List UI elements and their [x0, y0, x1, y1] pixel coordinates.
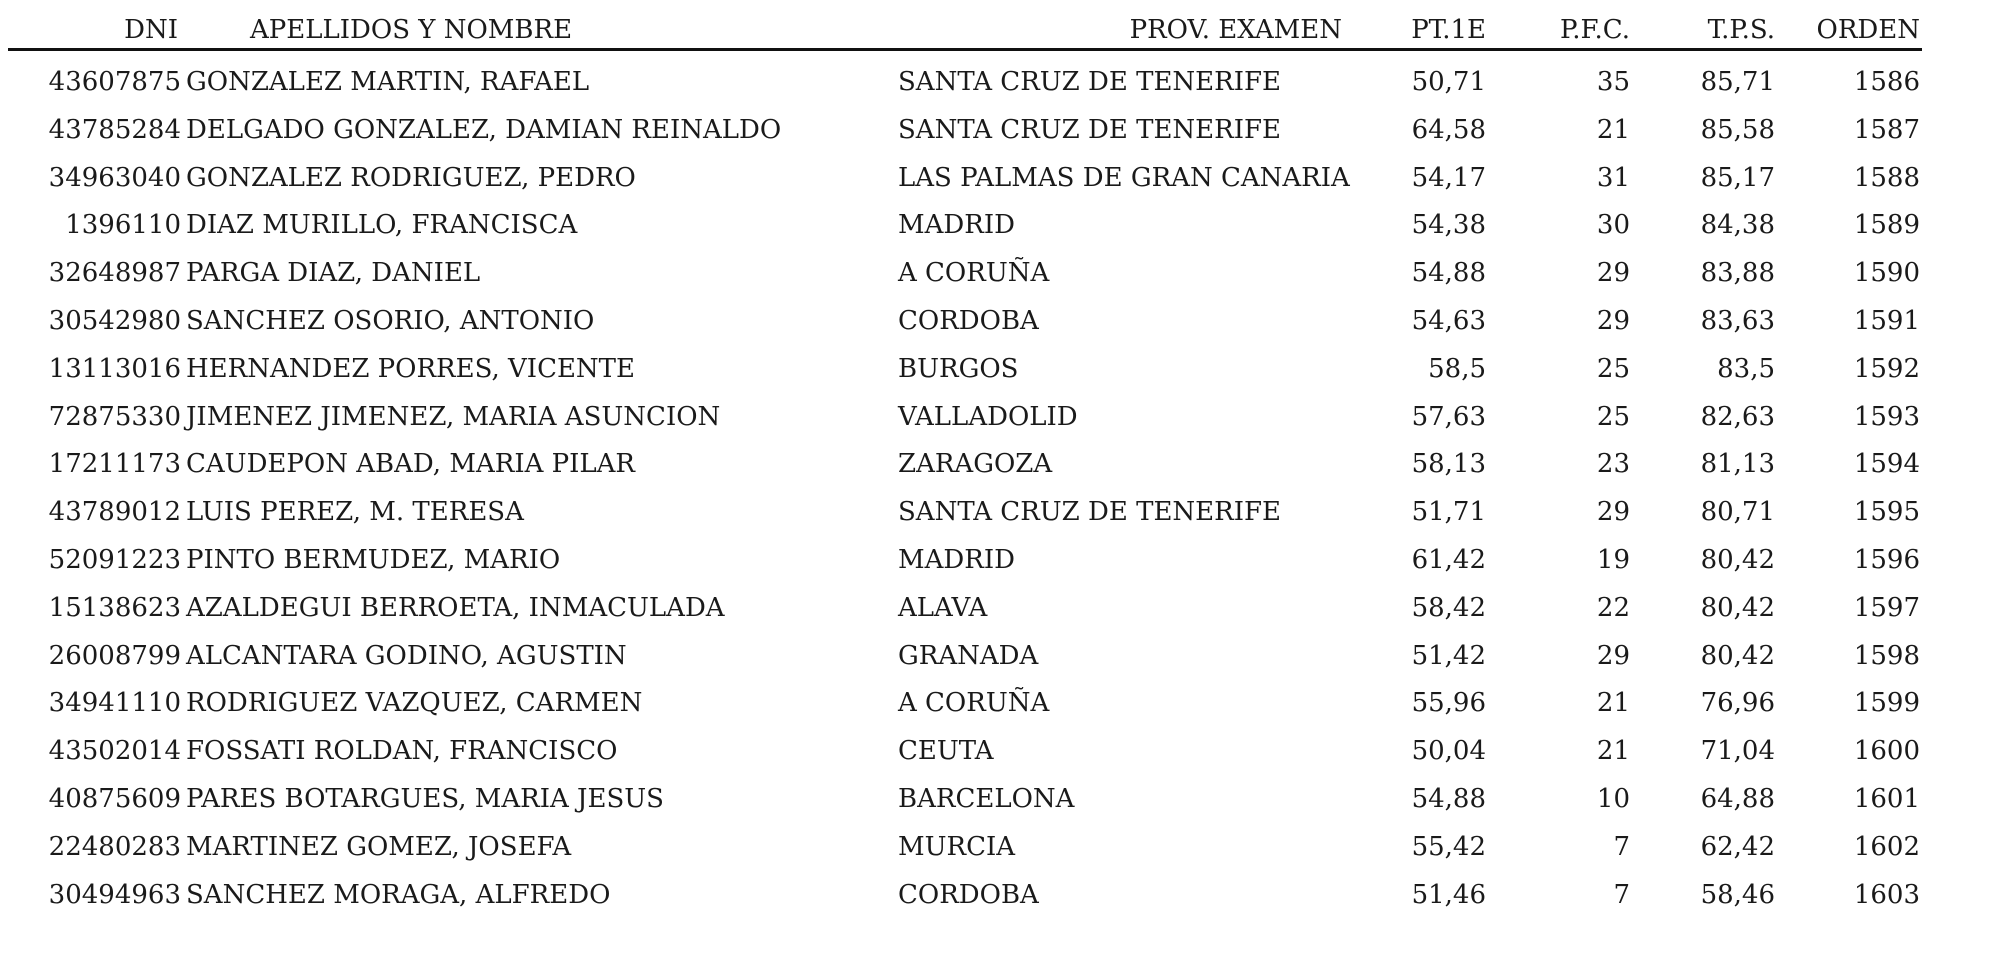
cell-tps: 80,42 [1700, 544, 1775, 575]
cell-pfc: 30 [1596, 210, 1630, 241]
cell-orden: 1587 [1853, 114, 1920, 145]
cell-name: AZALDEGUI BERROETA, INMACULADA [186, 592, 725, 623]
cell-tps: 83,63 [1700, 305, 1775, 336]
cell-prov-examen: CORDOBA [898, 305, 1039, 336]
cell-dni: 17211173 [48, 449, 181, 480]
cell-pt1e: 57,63 [1411, 401, 1486, 432]
cell-pfc: 29 [1596, 305, 1630, 336]
cell-tps: 80,71 [1700, 497, 1775, 528]
cell-name: CAUDEPON ABAD, MARIA PILAR [186, 449, 636, 480]
cell-name: PARGA DIAZ, DANIEL [186, 258, 481, 289]
cell-name: FOSSATI ROLDAN, FRANCISCO [186, 736, 618, 767]
cell-dni: 15138623 [48, 592, 181, 623]
cell-orden: 1588 [1853, 162, 1920, 193]
cell-orden: 1599 [1853, 688, 1920, 719]
cell-pfc: 25 [1596, 401, 1630, 432]
cell-tps: 81,13 [1700, 449, 1775, 480]
cell-pfc: 7 [1613, 831, 1630, 862]
cell-pt1e: 61,42 [1411, 544, 1486, 575]
cell-pfc: 29 [1596, 640, 1630, 671]
cell-dni: 34963040 [48, 162, 181, 193]
header-pt1e: PT.1E [1411, 15, 1486, 45]
cell-orden: 1589 [1853, 210, 1920, 241]
cell-orden: 1594 [1853, 449, 1920, 480]
cell-dni: 43785284 [48, 114, 181, 145]
cell-orden: 1596 [1853, 544, 1920, 575]
table-row [0, 682, 2000, 730]
cell-dni: 22480283 [48, 831, 181, 862]
cell-pt1e: 51,71 [1411, 497, 1486, 528]
cell-pt1e: 58,5 [1428, 353, 1486, 384]
cell-prov-examen: CORDOBA [898, 879, 1039, 910]
cell-name: ALCANTARA GODINO, AGUSTIN [186, 640, 627, 671]
cell-pfc: 7 [1613, 879, 1630, 910]
table-row [0, 730, 2000, 778]
cell-orden: 1603 [1853, 879, 1920, 910]
cell-pt1e: 55,42 [1411, 831, 1486, 862]
cell-pt1e: 54,17 [1411, 162, 1486, 193]
cell-pt1e: 54,88 [1411, 258, 1486, 289]
cell-pfc: 35 [1596, 67, 1630, 97]
cell-pfc: 22 [1596, 592, 1630, 623]
cell-prov-examen: A CORUÑA [898, 258, 1050, 289]
cell-dni: 13113016 [48, 353, 181, 384]
cell-pfc: 10 [1596, 783, 1630, 814]
cell-tps: 85,17 [1700, 162, 1775, 193]
cell-prov-examen: BURGOS [898, 353, 1019, 384]
cell-orden: 1590 [1853, 258, 1920, 289]
cell-pt1e: 54,63 [1411, 305, 1486, 336]
table-row [0, 252, 2000, 300]
cell-name: GONZALEZ MARTIN, RAFAEL [186, 67, 590, 97]
cell-name: JIMENEZ JIMENEZ, MARIA ASUNCION [186, 401, 721, 432]
cell-pfc: 29 [1596, 258, 1630, 289]
cell-orden: 1595 [1853, 497, 1920, 528]
cell-name: DIAZ MURILLO, FRANCISCA [186, 210, 578, 241]
cell-orden: 1600 [1853, 736, 1920, 767]
table-row [0, 61, 2000, 109]
cell-tps: 71,04 [1700, 736, 1775, 767]
header-dni: DNI [124, 15, 178, 45]
cell-name: PARES BOTARGUES, MARIA JESUS [186, 783, 664, 814]
cell-tps: 84,38 [1700, 210, 1775, 241]
cell-pt1e: 58,42 [1411, 592, 1486, 623]
cell-dni: 43789012 [48, 497, 181, 528]
cell-dni: 40875609 [48, 783, 181, 814]
cell-dni: 34941110 [48, 688, 181, 719]
table-header [0, 0, 2000, 50]
cell-prov-examen: SANTA CRUZ DE TENERIFE [898, 114, 1282, 145]
cell-name: PINTO BERMUDEZ, MARIO [186, 544, 561, 575]
table-row [0, 443, 2000, 491]
cell-prov-examen: MURCIA [898, 831, 1016, 862]
header-pfc: P.F.C. [1560, 15, 1630, 45]
cell-pfc: 19 [1596, 544, 1630, 575]
cell-tps: 76,96 [1700, 688, 1775, 719]
cell-pt1e: 51,46 [1411, 879, 1486, 910]
cell-tps: 58,46 [1700, 879, 1775, 910]
cell-tps: 85,58 [1700, 114, 1775, 145]
cell-dni: 1396110 [65, 210, 181, 241]
cell-tps: 80,42 [1700, 592, 1775, 623]
header-orden: ORDEN [1816, 15, 1920, 45]
header-name: APELLIDOS Y NOMBRE [250, 15, 573, 45]
cell-dni: 72875330 [48, 401, 181, 432]
cell-tps: 85,71 [1700, 67, 1775, 97]
table-row [0, 109, 2000, 157]
cell-pt1e: 64,58 [1411, 114, 1486, 145]
cell-prov-examen: ZARAGOZA [898, 449, 1053, 480]
cell-dni: 30542980 [48, 305, 181, 336]
cell-prov-examen: BARCELONA [898, 783, 1075, 814]
cell-prov-examen: MADRID [898, 210, 1015, 241]
cell-pt1e: 54,88 [1411, 783, 1486, 814]
cell-tps: 83,5 [1717, 353, 1775, 384]
cell-pt1e: 51,42 [1411, 640, 1486, 671]
cell-name: DELGADO GONZALEZ, DAMIAN REINALDO [186, 114, 782, 145]
cell-pfc: 23 [1596, 449, 1630, 480]
cell-dni: 30494963 [48, 879, 181, 910]
cell-name: RODRIGUEZ VAZQUEZ, CARMEN [186, 688, 643, 719]
table-row [0, 635, 2000, 683]
cell-orden: 1586 [1853, 67, 1920, 97]
table-row [0, 157, 2000, 205]
cell-dni: 32648987 [48, 258, 181, 289]
cell-tps: 83,88 [1700, 258, 1775, 289]
cell-pt1e: 50,04 [1411, 736, 1486, 767]
cell-dni: 43502014 [48, 736, 181, 767]
table-row [0, 204, 2000, 252]
cell-pfc: 21 [1596, 688, 1630, 719]
cell-prov-examen: SANTA CRUZ DE TENERIFE [898, 497, 1282, 528]
cell-name: SANCHEZ OSORIO, ANTONIO [186, 305, 595, 336]
cell-orden: 1602 [1853, 831, 1920, 862]
cell-tps: 62,42 [1700, 831, 1775, 862]
cell-tps: 64,88 [1700, 783, 1775, 814]
table-row [0, 348, 2000, 396]
cell-pfc: 21 [1596, 736, 1630, 767]
cell-orden: 1598 [1853, 640, 1920, 671]
cell-prov-examen: CEUTA [898, 736, 994, 767]
cell-pfc: 31 [1596, 162, 1630, 193]
cell-orden: 1591 [1853, 305, 1920, 336]
table-row [0, 539, 2000, 587]
table-row [0, 778, 2000, 826]
table-row [0, 874, 2000, 922]
cell-tps: 82,63 [1700, 401, 1775, 432]
table-row [0, 300, 2000, 348]
cell-pt1e: 58,13 [1411, 449, 1486, 480]
cell-prov-examen: LAS PALMAS DE GRAN CANARIA [898, 162, 1350, 193]
cell-name: HERNANDEZ PORRES, VICENTE [186, 353, 636, 384]
cell-pt1e: 55,96 [1411, 688, 1486, 719]
cell-pfc: 25 [1596, 353, 1630, 384]
header-prov-examen: PROV. EXAMEN [1129, 15, 1342, 45]
cell-prov-examen: ALAVA [898, 592, 988, 623]
table-row [0, 826, 2000, 874]
cell-pfc: 29 [1596, 497, 1630, 528]
cell-pt1e: 50,71 [1411, 67, 1486, 97]
cell-pt1e: 54,38 [1411, 210, 1486, 241]
header-tps: T.P.S. [1707, 15, 1775, 45]
cell-dni: 52091223 [48, 544, 181, 575]
cell-tps: 80,42 [1700, 640, 1775, 671]
cell-name: LUIS PEREZ, M. TERESA [186, 497, 524, 528]
cell-orden: 1601 [1853, 783, 1920, 814]
cell-pfc: 21 [1596, 114, 1630, 145]
cell-name: SANCHEZ MORAGA, ALFREDO [186, 879, 611, 910]
cell-orden: 1592 [1853, 353, 1920, 384]
table-row [0, 491, 2000, 539]
cell-prov-examen: GRANADA [898, 640, 1039, 671]
cell-orden: 1597 [1853, 592, 1920, 623]
cell-name: GONZALEZ RODRIGUEZ, PEDRO [186, 162, 636, 193]
cell-prov-examen: MADRID [898, 544, 1015, 575]
cell-orden: 1593 [1853, 401, 1920, 432]
cell-prov-examen: A CORUÑA [898, 688, 1050, 719]
cell-name: MARTINEZ GOMEZ, JOSEFA [186, 831, 572, 862]
table-row [0, 396, 2000, 444]
cell-dni: 43607875 [48, 67, 181, 97]
table-row [0, 587, 2000, 635]
header-rule [8, 48, 1922, 51]
cell-dni: 26008799 [48, 640, 181, 671]
cell-prov-examen: VALLADOLID [898, 401, 1078, 432]
table-body [0, 61, 2000, 921]
cell-prov-examen: SANTA CRUZ DE TENERIFE [898, 67, 1282, 97]
